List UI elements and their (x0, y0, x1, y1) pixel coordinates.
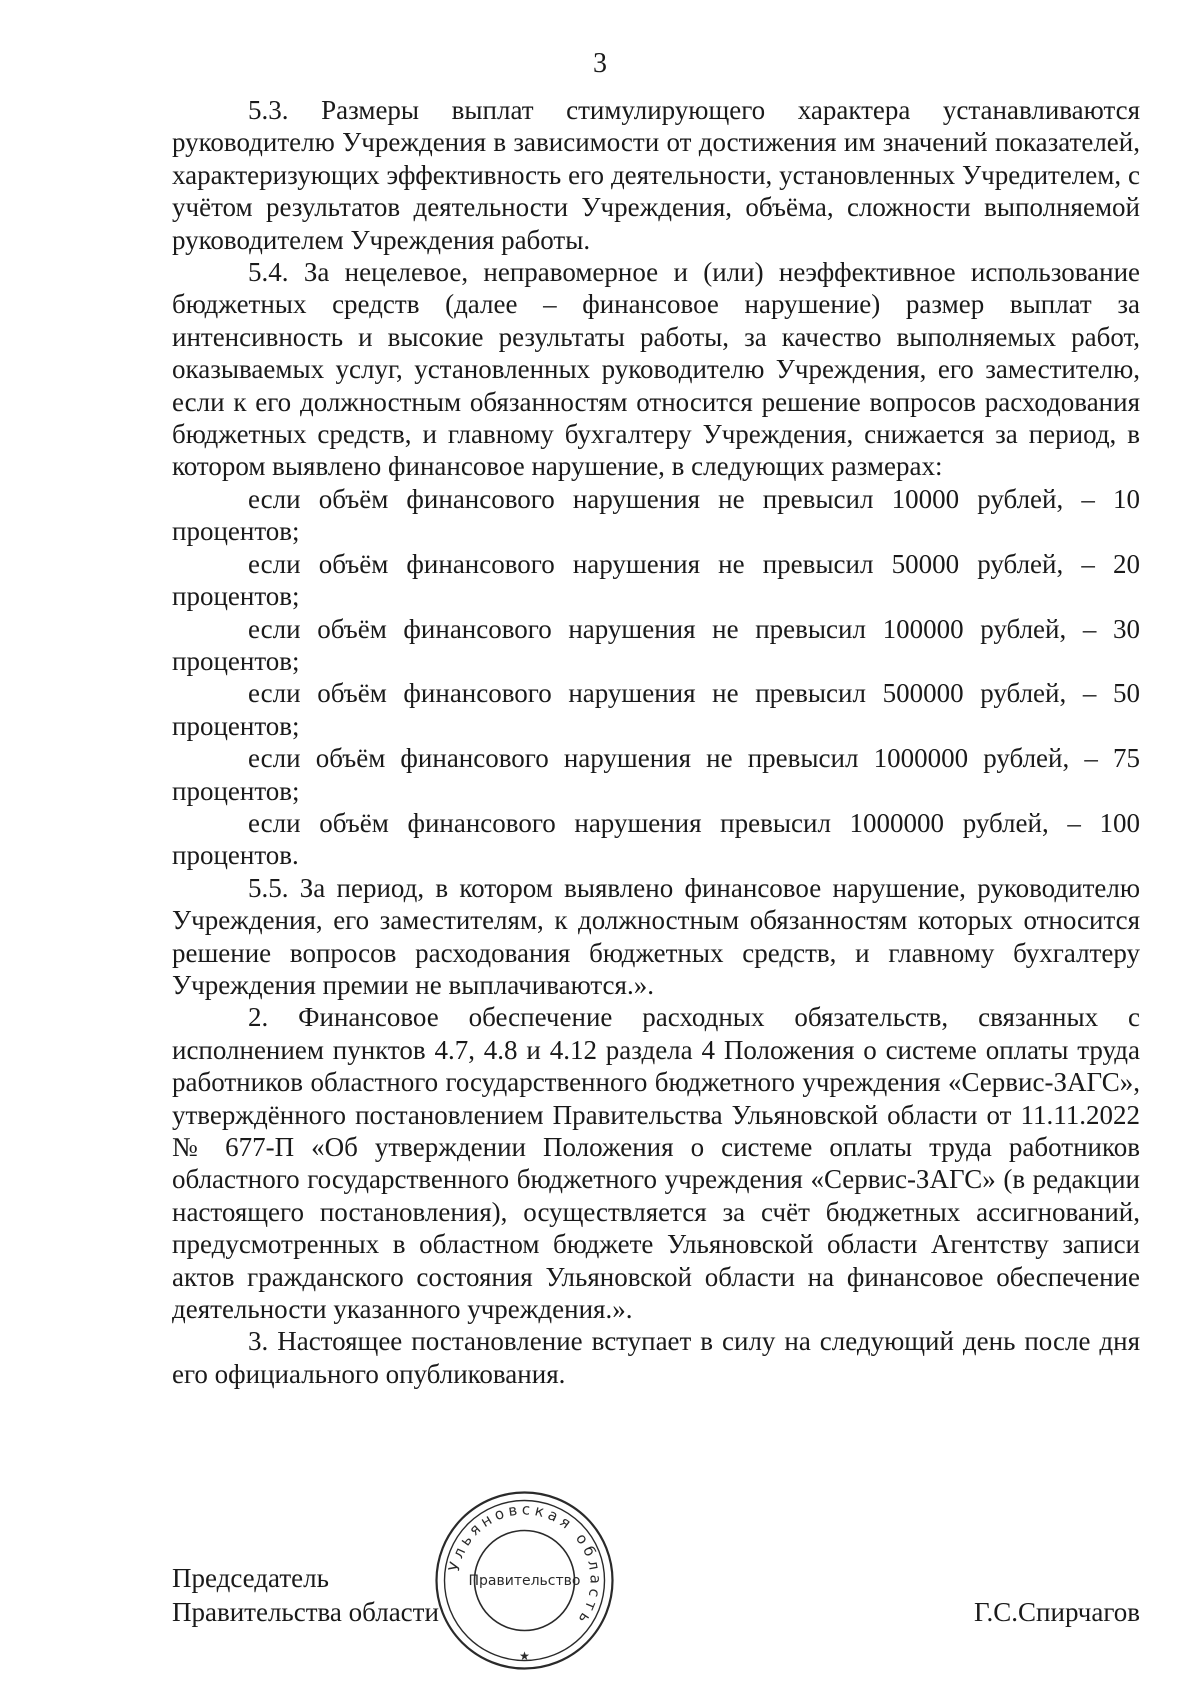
page-number: 3 (593, 48, 607, 79)
paragraph-5-5: 5.5. За период, в котором выявлено финансовое нарушение, руководителю Учреждения, его заместителям, к должностным обязанностям которых относится решение вопросов расходования бюджетных средств, и главному бухгалтеру Учреждения премии не выплачиваются.». (172, 872, 1140, 1000)
paragraph-5-4: 5.4. За нецелевое, неправомерное и (или) неэффективное использование бюджетных средств (далее – финансовое нарушение) размер выплат за интенсивность и высокие результаты работы, за качество выполняемых работ, оказываемых услуг, установленных руководителю Учреждения, его заместителю, если к его должностным обязанностям относится решение вопросов расходования бюджетных средств, и главному бухгалтеру Учреждения, снижается за период, в котором выявлено финансовое нарушение, в следующих размерах: (172, 257, 1140, 482)
seal-star-icon: ★ (519, 1649, 530, 1663)
violation-tier-100000: если объём финансового нарушения не превысил 100000 рублей, – 30 процентов; (172, 613, 1140, 676)
violation-tier-over-1000000: если объём финансового нарушения превысил 1000000 рублей, – 100 процентов. (172, 807, 1140, 871)
document-body (172, 94, 1140, 1390)
svg-text:Ульяновская область (445, 1500, 605, 1630)
violation-tier-500000: если объём финансового нарушения не превысил 500000 рублей, – 50 процентов; (172, 678, 1140, 741)
seal-ring-text: Ульяновская область (445, 1500, 605, 1631)
paragraph-2: 2. Финансовое обеспечение расходных обязательств, связанных с исполнением пунктов 4.7, 4.8 и 4.12 раздела 4 Положения о системе оплаты труда работников областного государственного бюджетного учреждения «Сервис-ЗАГС», утверждённого постановлением Правительства Ульяновской области от 11.11.2022 № 677-П «Об утверждении Положения о системе оплаты труда работников областного государственного бюджетного учреждения «Сервис-ЗАГС» (в редакции настоящего постановления), осуществляется за счёт бюджетных ассигнований, предусмотренных в областном бюджете Ульяновской области Агентству записи актов гражданского состояния Ульяновской области на финансовое обеспечение деятельности указанного учреждения.». (172, 1002, 1140, 1325)
violation-tier-10000: если объём финансового нарушения не превысил 10000 рублей, – 10 процентов; (172, 483, 1140, 547)
signer-title-line1: Председатель (172, 1563, 329, 1593)
official-seal-stamp (432, 1488, 617, 1673)
seal-center-text: Правительство (468, 1573, 581, 1589)
paragraph-5-3: 5.3. Размеры выплат стимулирующего характера устанавливаются руководителю Учреждения в зависимости от достижения им значений показателей, характеризующих эффективность его деятельности, установленных Учредителем, с учётом результатов деятельности Учреждения, объёма, сложности выполняемой руководителем Учреждения работы. (172, 95, 1140, 255)
signature-block (172, 1561, 1140, 1629)
paragraph-3: 3. Настоящее постановление вступает в силу на следующий день после дня его официального опубликования. (172, 1326, 1140, 1389)
signer-title-line2: Правительства области (172, 1597, 439, 1627)
violation-tier-50000: если объём финансового нарушения не превысил 50000 рублей, – 20 процентов; (172, 548, 1140, 612)
violation-tier-1000000: если объём финансового нарушения не превысил 1000000 рублей, – 75 процентов; (172, 743, 1140, 806)
signer-name: Г.С.Спирчагов (973, 1597, 1140, 1627)
